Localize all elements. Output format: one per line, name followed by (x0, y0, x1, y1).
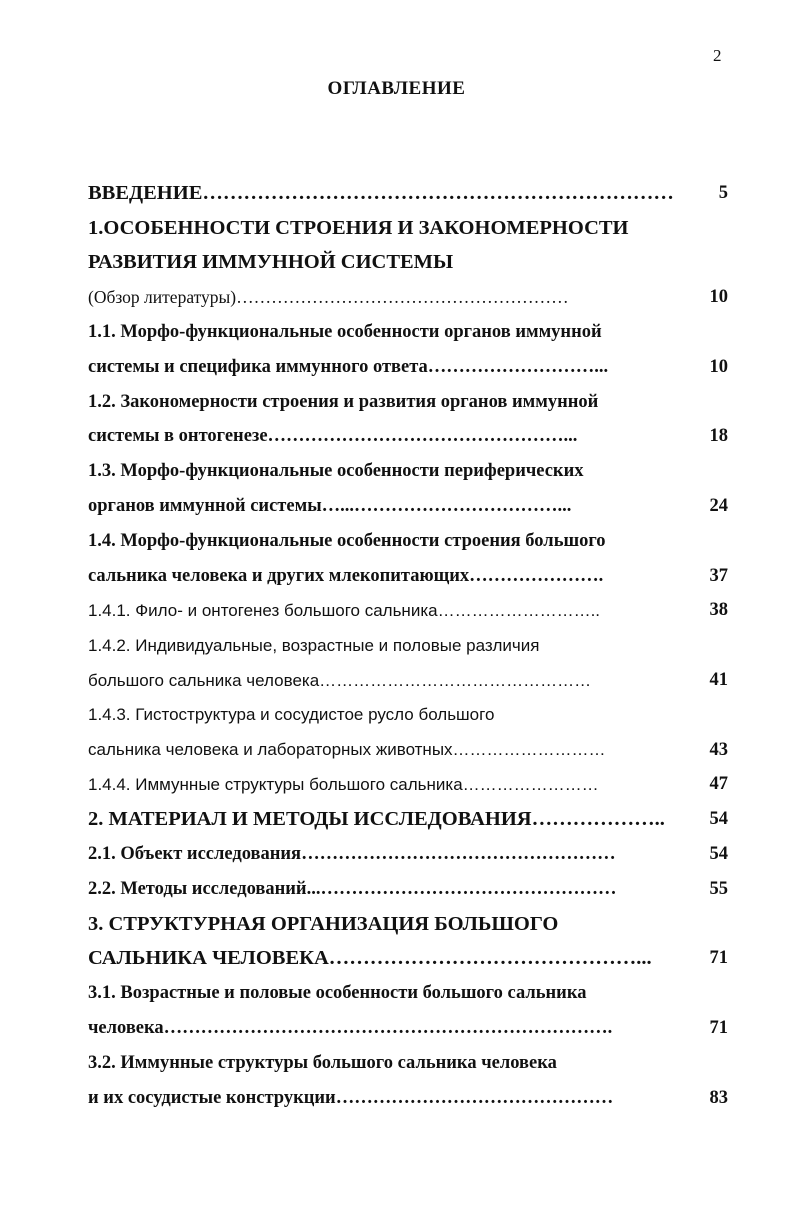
toc-entry[interactable] (88, 454, 728, 489)
toc-entry-text: системы и специфика иммунного ответа………………………... (88, 356, 609, 377)
toc-entry-text: сальника человека и лабораторных животных……………………… (88, 740, 606, 760)
toc-entry-page: 10 (709, 287, 728, 308)
toc-entry-page: 55 (709, 878, 728, 899)
toc-entry-text: РАЗВИТИЯ ИММУННОЙ СИСТЕМЫ (88, 251, 454, 274)
toc-entry-text: 1.1. Морфо-функциональные особенности органов иммунной (88, 322, 602, 343)
toc-entry[interactable] (88, 350, 728, 385)
toc-entry[interactable] (88, 802, 728, 837)
toc-entry-page: 47 (709, 774, 728, 795)
toc-entry[interactable] (88, 1011, 728, 1046)
toc-entry[interactable] (88, 176, 728, 211)
toc-entry[interactable] (88, 733, 728, 768)
toc-entry[interactable] (88, 385, 728, 420)
toc-entry[interactable] (88, 559, 728, 594)
toc-entry-text: 3.1. Возрастные и половые особенности большого сальника (88, 983, 587, 1004)
toc-entry-page: 83 (709, 1087, 728, 1108)
toc-entry-text: 1.4. Морфо-функциональные особенности строения большого (88, 530, 606, 551)
toc-entry-page: 43 (709, 739, 728, 760)
toc-entry-text: 1.4.4. Иммунные структуры большого сальника…………………… (88, 774, 599, 794)
toc-entry[interactable] (88, 524, 728, 559)
toc-entry[interactable] (88, 280, 728, 315)
toc-entry-page: 54 (709, 844, 728, 865)
toc-entry-page: 37 (709, 565, 728, 586)
toc-entry-text: 1.ОСОБЕННОСТИ СТРОЕНИЯ И ЗАКОНОМЕРНОСТИ (88, 216, 629, 239)
page-number: 2 (713, 46, 722, 65)
toc-entry-page: 24 (709, 496, 728, 517)
toc-entry[interactable] (88, 1081, 728, 1116)
toc-entry-page: 41 (709, 670, 728, 691)
toc-entry[interactable] (88, 872, 728, 907)
toc-entry[interactable] (88, 907, 728, 942)
toc-entry-text: системы в онтогенезе…………………………………………... (88, 426, 578, 447)
toc-entry[interactable] (88, 211, 728, 246)
toc-entry[interactable] (88, 628, 728, 663)
toc-entry-page: 18 (709, 426, 728, 447)
toc-entry[interactable] (88, 663, 728, 698)
toc-entry[interactable] (88, 698, 728, 733)
toc-entry[interactable] (88, 1046, 728, 1081)
toc-entry-page: 38 (709, 600, 728, 621)
toc-entry-text: 2.1. Объект исследования…………………………………………… (88, 844, 616, 865)
toc-entry-page: 54 (709, 809, 728, 830)
toc-entry[interactable] (88, 489, 728, 524)
toc-entry-text: 1.2. Закономерности строения и развития органов иммунной (88, 391, 599, 412)
toc-entry-text: 1.4.1. Фило- и онтогенез большого сальника……………………….. (88, 600, 601, 620)
toc-entry[interactable] (88, 594, 728, 629)
toc-entry[interactable] (88, 420, 728, 455)
toc-title: ОГЛАВЛЕНИЕ (327, 78, 466, 99)
toc-entry-text: органов иммунной системы…...……………………………... (88, 496, 572, 517)
toc-entry[interactable] (88, 246, 728, 281)
toc-entry-page: 71 (709, 948, 728, 969)
toc-entry-text: САЛЬНИКА ЧЕЛОВЕКА………………………………………... (88, 947, 652, 970)
toc-entry-text: и их сосудистые конструкции……………………………………… (88, 1087, 614, 1108)
toc-entry-text: 2. МАТЕРИАЛ И МЕТОДЫ ИССЛЕДОВАНИЯ……………….. (88, 808, 665, 831)
toc-entry-page: 5 (718, 182, 728, 203)
toc-entry-text: 3. СТРУКТУРНАЯ ОРГАНИЗАЦИЯ БОЛЬШОГО (88, 912, 559, 935)
toc-entry-text: человека………………………………………………………………. (88, 1018, 613, 1039)
toc-entry-text: 1.3. Морфо-функциональные особенности периферических (88, 461, 584, 482)
toc-entry[interactable] (88, 942, 728, 977)
toc-entry-text: 2.2. Методы исследований...………………………………………… (88, 878, 617, 899)
toc-entry-text: 3.2. Иммунные структуры большого сальника человека (88, 1052, 557, 1073)
toc-entry-text: сальника человека и других млекопитающих…………………. (88, 565, 604, 586)
toc-entry-text: 1.4.2. Индивидуальные, возрастные и половые различия (88, 635, 540, 655)
toc-entry-text: ВВЕДЕНИЕ…………………………………………………………… (88, 181, 674, 204)
toc-entry-page: 71 (709, 1018, 728, 1039)
toc-entry[interactable] (88, 768, 728, 803)
toc-entry[interactable] (88, 976, 728, 1011)
toc-entry-text: 1.4.3. Гистоструктура и сосудистое русло большого (88, 705, 495, 725)
toc-entry[interactable] (88, 837, 728, 872)
table-of-contents (88, 176, 728, 1116)
toc-entry-text: (Обзор литературы)………………………………………………… (88, 287, 569, 308)
toc-entry-text: большого сальника человека………………………………………… (88, 670, 592, 690)
toc-entry-page: 10 (709, 356, 728, 377)
toc-entry[interactable] (88, 315, 728, 350)
